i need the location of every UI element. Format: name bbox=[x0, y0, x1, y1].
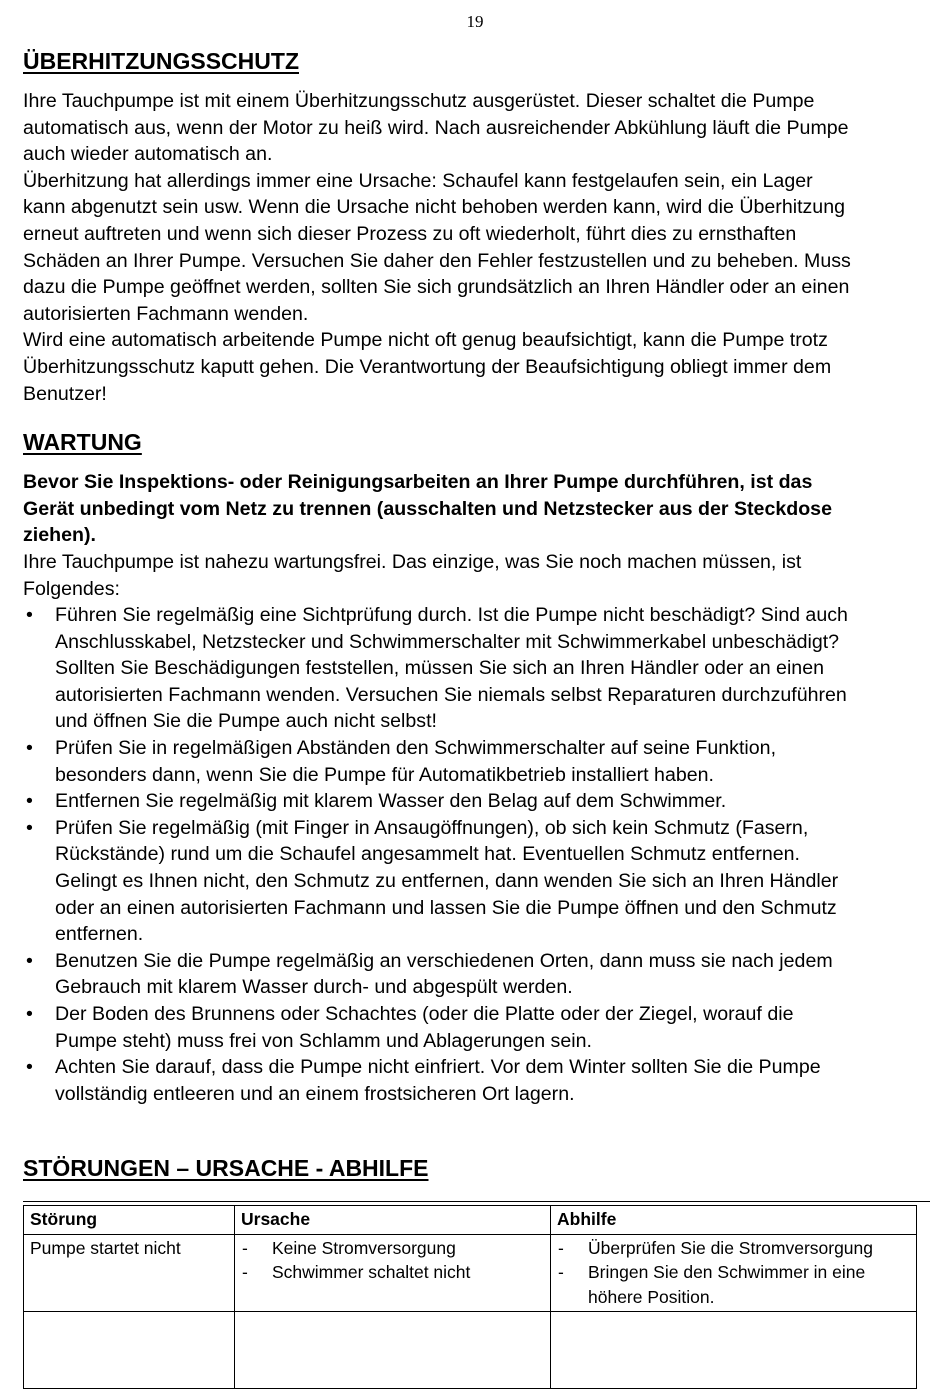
dash-marker: - bbox=[242, 1237, 248, 1258]
empty-cell bbox=[235, 1312, 551, 1389]
list-item-line: Benutzen Sie die Pumpe regelmäßig an verschiedenen Orten, dann muss sie nach jedem bbox=[55, 949, 833, 972]
text-line: Benutzer! bbox=[23, 382, 107, 405]
list-item-line: autorisierten Fachmann wenden. Versuchen Sie niemals selbst Reparaturen durchzuführen bbox=[55, 683, 847, 706]
text-line: erneut auftreten und wenn sich dieser Prozess zu oft wiederholt, führt dies zu ernsthaften bbox=[23, 222, 797, 245]
list-item-line: Gebrauch mit klarem Wasser durch- und abgespült werden. bbox=[55, 976, 573, 999]
maintenance-bullet-list bbox=[23, 602, 923, 1107]
empty-cell bbox=[551, 1312, 917, 1389]
list-item-line: und öffnen Sie die Pumpe auch nicht selbst! bbox=[55, 710, 437, 733]
list-item-line: entfernen. bbox=[55, 923, 144, 946]
dash-list-item bbox=[241, 1260, 544, 1285]
bullet-icon: • bbox=[26, 604, 33, 627]
list-item bbox=[23, 815, 923, 948]
overheat-heading: ÜBERHITZUNGSSCHUTZ bbox=[23, 48, 299, 74]
header-stoerung: Störung bbox=[24, 1206, 235, 1235]
list-item bbox=[23, 602, 923, 735]
list-item bbox=[23, 948, 923, 1001]
list-item-line: Rückstände) rund um die Schaufel angesammelt hat. Eventuellen Schmutz entfernen. bbox=[55, 843, 800, 866]
page-number: 19 bbox=[466, 12, 484, 31]
table-row-empty bbox=[24, 1312, 917, 1389]
empty-cell bbox=[24, 1312, 235, 1389]
dash-list bbox=[557, 1236, 910, 1310]
text-line: dazu die Pumpe geöffnet werden, sollten Sie sich grundsätzlich an Ihren Händler oder an einen bbox=[23, 276, 850, 299]
table-top-rule bbox=[23, 1201, 930, 1202]
list-item-line: oder an einen autorisierten Fachmann und lassen Sie die Pumpe öffnen und den Schmutz bbox=[55, 896, 837, 919]
page-content bbox=[23, 46, 923, 1183]
text-line: Schäden an Ihrer Pumpe. Versuchen Sie daher den Fehler festzustellen und zu beheben. Muss bbox=[23, 249, 851, 272]
list-item-line: Anschlusskabel, Netzstecker und Schwimmerschalter mit Schwimmerkabel unbeschädigt? bbox=[55, 630, 840, 653]
table-row bbox=[24, 1234, 917, 1312]
list-item bbox=[23, 1001, 923, 1054]
list-item-line: vollständig entleeren und an einem frostsicheren Ort lagern. bbox=[55, 1082, 575, 1105]
dash-list bbox=[241, 1236, 544, 1285]
text-line: Gerät unbedingt vom Netz zu trennen (ausschalten und Netzstecker aus der Steckdose bbox=[23, 497, 832, 520]
text-line: kann abgenutzt sein usw. Wenn die Ursache nicht behoben werden kann, wird die Überhitzung bbox=[23, 196, 845, 219]
list-item bbox=[23, 735, 923, 788]
maintenance-heading: WARTUNG bbox=[23, 429, 142, 456]
text-line: automatisch aus, wenn der Motor zu heiß wird. Nach ausreichender Abkühlung läuft die Pumpe bbox=[23, 116, 849, 139]
list-item-line: Gelingt es Ihnen nicht, den Schmutz zu entfernen, dann wenden Sie sich an Ihren Händler bbox=[55, 870, 839, 893]
list-item bbox=[23, 788, 923, 815]
text-line: Überhitzungsschutz kaputt gehen. Die Verantwortung der Beaufsichtigung obliegt immer dem bbox=[23, 355, 832, 378]
header-ursache: Ursache bbox=[235, 1206, 551, 1235]
cell-causes bbox=[235, 1234, 551, 1312]
bullet-icon: • bbox=[26, 1056, 33, 1079]
list-item-line: Der Boden des Brunnens oder Schachtes (oder die Platte oder der Ziegel, worauf die bbox=[55, 1003, 794, 1025]
maintenance-intro bbox=[23, 549, 923, 602]
faults-heading: STÖRUNGEN – URSACHE - ABHILFE bbox=[23, 1155, 429, 1182]
dash-item-line: Überprüfen Sie die Stromversorgung bbox=[588, 1237, 874, 1258]
list-item-line: Sollten Sie Beschädigungen feststellen, müssen Sie sich an Ihren Händler oder an einen bbox=[55, 657, 824, 680]
list-item-line: Prüfen Sie in regelmäßigen Abständen den Schwimmerschalter auf seine Funktion, bbox=[55, 737, 777, 760]
dash-marker: - bbox=[242, 1262, 248, 1282]
list-item-line: besonders dann, wenn Sie die Pumpe für Automatikbetrieb installiert haben. bbox=[55, 763, 714, 786]
list-item-line: Achten Sie darauf, dass die Pumpe nicht einfriert. Vor dem Winter sollten Sie die Pumpe bbox=[55, 1056, 821, 1079]
list-item-line: Pumpe steht) muss frei von Schlamm und Ablagerungen sein. bbox=[55, 1029, 592, 1052]
dash-list-item bbox=[557, 1236, 910, 1261]
list-item-line: Führen Sie regelmäßig eine Sichtprüfung durch. Ist die Pumpe nicht beschädigt? Sind auch bbox=[55, 604, 848, 627]
bullet-icon: • bbox=[26, 816, 33, 839]
dash-item-line: Schwimmer schaltet nicht bbox=[272, 1262, 471, 1282]
bullet-icon: • bbox=[26, 790, 33, 813]
dash-list-item bbox=[241, 1236, 544, 1261]
bullet-icon: • bbox=[26, 737, 33, 760]
cell-problem: Pumpe startet nicht bbox=[24, 1234, 235, 1312]
dash-item-line: höhere Position. bbox=[588, 1286, 715, 1307]
text-line: Überhitzung hat allerdings immer eine Ursache: Schaufel kann festgelaufen sein, ein Lager bbox=[23, 169, 813, 192]
maintenance-warning bbox=[23, 469, 923, 549]
text-line: ziehen). bbox=[23, 524, 96, 547]
dash-marker: - bbox=[558, 1262, 564, 1282]
bullet-icon: • bbox=[26, 1003, 33, 1025]
faults-table bbox=[23, 1205, 917, 1389]
list-item-line: Prüfen Sie regelmäßig (mit Finger in Ansaugöffnungen), ob sich kein Schmutz (Fasern, bbox=[55, 816, 809, 839]
dash-list-item bbox=[557, 1260, 910, 1309]
text-line: Wird eine automatisch arbeitende Pumpe nicht oft genug beaufsichtigt, kann die Pumpe trotz bbox=[23, 329, 828, 352]
text-line: Ihre Tauchpumpe ist mit einem Überhitzungsschutz ausgerüstet. Dieser schaltet die Pumpe bbox=[23, 90, 815, 112]
text-line: Bevor Sie Inspektions- oder Reinigungsarbeiten an Ihrer Pumpe durchführen, ist das bbox=[23, 471, 813, 494]
overheat-paragraph bbox=[23, 88, 923, 407]
faults-table-header bbox=[24, 1206, 917, 1235]
dash-item-line: Keine Stromversorgung bbox=[272, 1237, 456, 1258]
text-line: autorisierten Fachmann wenden. bbox=[23, 302, 309, 325]
list-item-line: Entfernen Sie regelmäßig mit klarem Wasser den Belag auf dem Schwimmer. bbox=[55, 790, 727, 813]
text-line: auch wieder automatisch an. bbox=[23, 143, 273, 166]
dash-marker: - bbox=[558, 1237, 564, 1258]
list-item bbox=[23, 1054, 923, 1107]
header-abhilfe: Abhilfe bbox=[551, 1206, 917, 1235]
dash-item-line: Bringen Sie den Schwimmer in eine bbox=[588, 1262, 866, 1282]
text-line: Ihre Tauchpumpe ist nahezu wartungsfrei. Das einzige, was Sie noch machen müssen, ist bbox=[23, 550, 802, 573]
cell-remedies bbox=[551, 1234, 917, 1312]
text-line: Folgendes: bbox=[23, 577, 120, 600]
bullet-icon: • bbox=[26, 949, 33, 972]
